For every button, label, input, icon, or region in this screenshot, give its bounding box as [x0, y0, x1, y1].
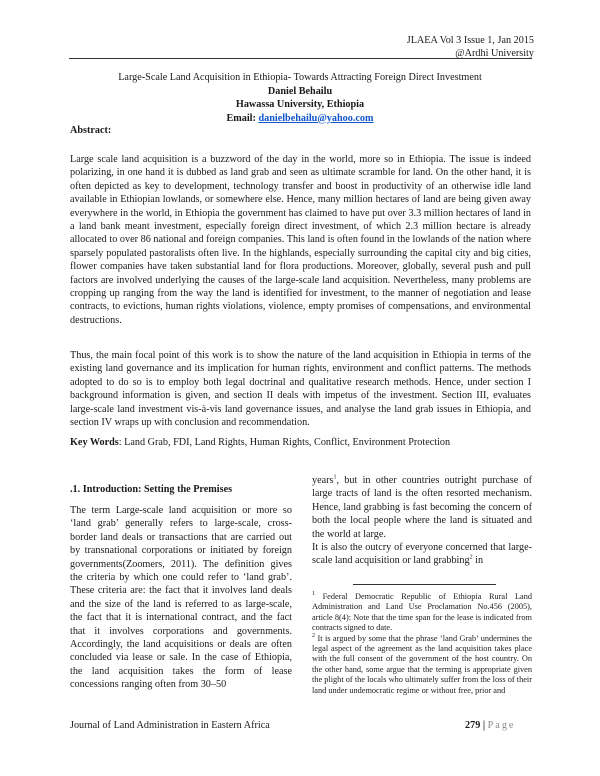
- footnote-ref-2[interactable]: 2: [469, 555, 473, 562]
- publisher-line: @Ardhi University: [455, 48, 534, 59]
- footnote-rule: [353, 584, 496, 585]
- author-affiliation: Hawassa University, Ethiopia: [235, 99, 365, 110]
- abstract-paragraph-1: Large scale land acquisition is a buzzword of the day in the world, more so in Ethiopia. The issue is indeed polarizing, in one hand it is dubbed as land grab and seen as ultimate scramble for land. On the other hand, it is often depicted as key to development, technology transfer and boost in productivity of an otherwise idle land available in Ethiopian lowlands, or somewhere else. Hence, many million hectares of land are being given away everywhere in the world, in Ethiopia the government has claimed to have put over 3.3 million hectares of land in a land bank meant investment, especially foreign direct investment, of which 2.3 million hectare is already allocated to over 86 national and foreign companies. This land is often found in the lowlands of the nation where sparsely populated pastoralists often live. In the highlands, especially surrounding the capital city and big cities, flower companies have taken substantial land for flora productions. Moreover, globally, several push and pull factors are involved underlying the causes of the large-scale land acquisition. Nevertheless, many problems are cropping up ranging from the way the land is identified for investment, to the manner of negotiation and lease contracts, to evictions, human rights violations, violence, empty promises of compensations, and environmental destructions.: [70, 154, 531, 326]
- body-column-left: The term Large-scale land acquisition or more so ‘land grab’ generally refers to large-scale, cross-border land deals or transactions that are carried out by transnational corporations or initiated by foreign governments(Zoomers, 2011). The definition gives the criteria by which one could refer to ‘land grab’. These criteria are: the fact that it involves land deals and the size of the land is referred to as large-scale, the fact that it is international contract, and the fact that it involves corporations and governments. Accordingly, the land acquisitions or deals are often concluded via lease or sale. In the case of Ethiopia, the land acquisition takes the form of lease concessions ranging often from 30–50: [70, 505, 292, 691]
- keywords-label: Key Words: [70, 437, 119, 448]
- body-column-right: [312, 474, 532, 568]
- footer-journal-name: Journal of Land Administration in Eastern Africa: [70, 720, 270, 731]
- title-block: [60, 71, 540, 125]
- right-paragraph-2: It is also the outcry of everyone concerned that large-scale land acquisition or land grabbing$^2$ in: [312, 542, 532, 567]
- footnote-1: $^1$ Federal Democratic Republic of Ethiopia Rural Land Administration and Land Use Proclamation No.456 (2005), article 8(4): Note that the time span for the lease is indicated from contracts signed to date.: [312, 591, 532, 633]
- keywords-values: : Land Grab, FDI, Land Rights, Human Rights, Conflict, Environment Protection: [118, 437, 451, 448]
- footnote-2: $^2$ It is argued by some that the phrase ‘land Grab’ undermines the legal aspect of the agreement as the land acquisition takes place with the full consent of the government of the host country. On the other hand, some argue that the terming is appropriate given the plight of the locals who ultimately suffer from the loss of their land under undemocratic regime or without free, prior and: [312, 632, 532, 695]
- header-rule: [69, 58, 532, 59]
- footnotes: [312, 592, 532, 696]
- page-label: Page: [487, 720, 516, 731]
- paper-title: Large-Scale Land Acquisition in Ethiopia- Towards Attracting Foreign Direct Investment: [118, 72, 482, 83]
- keywords-line: [70, 437, 450, 448]
- email-label: Email:: [226, 112, 256, 124]
- author-email-line: [60, 112, 540, 126]
- footer-page-number: [465, 720, 515, 731]
- running-header: [407, 34, 534, 60]
- page-number: 279: [465, 720, 481, 731]
- journal-issue-line: JLAEA Vol 3 Issue 1, Jan 2015: [406, 35, 534, 46]
- footnote-ref-1[interactable]: 1: [333, 474, 337, 481]
- abstract-heading: Abstract:: [70, 125, 112, 136]
- abstract-paragraph-2: Thus, the main focal point of this work is to show the nature of the land acquisition in Ethiopia in terms of the existing land governance and its implication for human rights, environment and conflict patterns. The methods adopted to do so is to employ both legal doctrinal and qualitative research methods. Hence, under section I background information is given, and section II deals with impetus of the investment. Section III, evaluates large-scale land investment vis-à-vis land governance issues, and analyse the land grab issues in Ethiopia, and section IV wraps up with conclusion and recommendation.: [70, 350, 531, 429]
- right-paragraph-1: years$^1$, but in other countries outright purchase of large tracts of land is the often resorted mechanism. Hence, land grabbing is fast becoming the concern of both the local people where the land is situated and the world at large.: [312, 474, 532, 540]
- page-separator: |: [480, 720, 488, 731]
- author-name: Daniel Behailu: [267, 85, 333, 97]
- section-heading: .1. Introduction: Setting the Premises: [70, 484, 233, 495]
- email-link[interactable]: danielbehailu@yahoo.com: [258, 112, 374, 124]
